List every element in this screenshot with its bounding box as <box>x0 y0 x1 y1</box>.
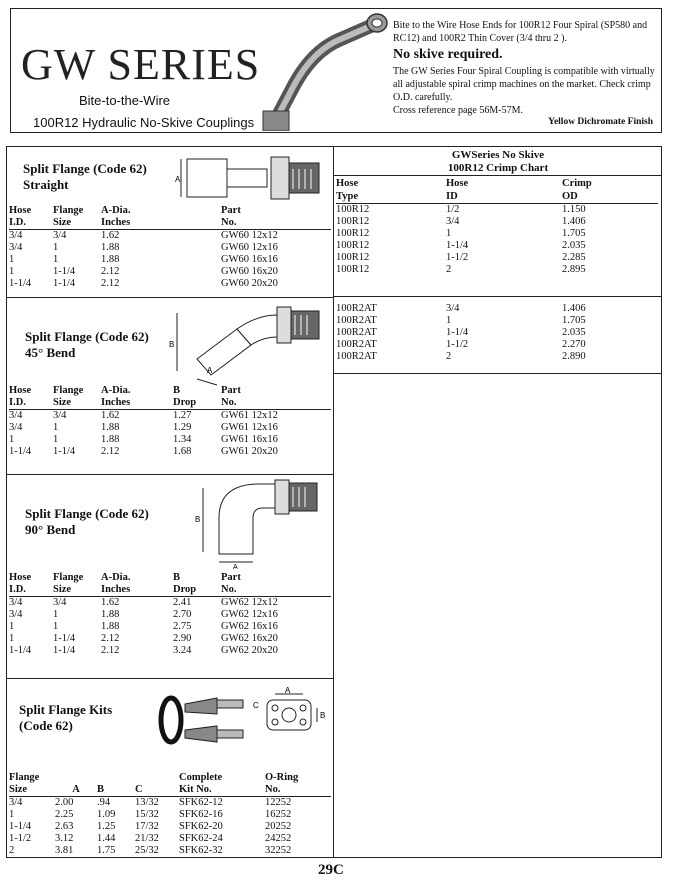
table-cell: 1.27 <box>173 410 192 421</box>
bend45-table <box>9 385 331 458</box>
table-row <box>336 339 658 351</box>
column-header: Part No. <box>221 385 331 410</box>
desc-cross-reference: Cross reference page 56M-57M. <box>393 105 523 116</box>
table-cell: 1 <box>53 609 59 620</box>
table-cell: 1-1/4 <box>53 446 76 457</box>
section-90-bend <box>7 476 333 676</box>
kits-table <box>9 772 331 857</box>
table-cell: 1 <box>446 315 452 326</box>
table-cell: 1 <box>9 633 15 644</box>
table-cell: 13/32 <box>135 797 159 808</box>
table-cell: 2.12 <box>101 645 120 656</box>
column-header: A-Dia. Inches <box>101 572 173 597</box>
table-cell: 3/4 <box>9 242 23 253</box>
table-cell: 2.63 <box>55 821 74 832</box>
svg-text:B: B <box>195 515 201 524</box>
table-row <box>336 264 658 276</box>
table-cell: 15/32 <box>135 809 159 820</box>
column-header: Part No. <box>221 572 331 597</box>
crimp-chart-heading <box>334 149 662 175</box>
svg-text:A: A <box>233 564 238 570</box>
table-cell: 2.70 <box>173 609 192 620</box>
table-cell: 1-1/2 <box>9 833 32 844</box>
column-header: Flange Size <box>9 772 55 797</box>
finish-label: Yellow Dichromate Finish <box>548 117 653 127</box>
column-header: Hose ID <box>446 178 469 202</box>
table-cell: 1 <box>53 621 59 632</box>
crimp-chart-column <box>334 146 662 858</box>
table-cell: 100R2AT <box>336 315 377 326</box>
table-cell: 17/32 <box>135 821 159 832</box>
table-cell: 1.68 <box>173 446 192 457</box>
table-cell: 3/4 <box>53 597 67 608</box>
table-cell: 1.88 <box>101 254 120 265</box>
table-cell: 2.12 <box>101 633 120 644</box>
table-cell: SFK62-12 <box>179 797 223 808</box>
hose-illustration <box>261 11 391 131</box>
table-cell: 16252 <box>265 809 292 820</box>
bend90-title: Split Flange (Code 62) <box>25 506 149 521</box>
table-cell: 32252 <box>265 845 292 856</box>
column-header: O-Ring No. <box>265 772 331 797</box>
table-cell: 1.150 <box>562 204 586 215</box>
table-cell: 1 <box>9 434 15 445</box>
desc-compatibility: The GW Series Four Spiral Coupling is compatible with virtually all adjustable spiral crimp machines on the market. Check crimp O.D. carefully. <box>393 66 655 103</box>
table-row <box>336 216 658 228</box>
kits-subtitle: (Code 62) <box>19 718 73 733</box>
column-header: Flange Size <box>53 205 101 230</box>
table-row <box>9 597 331 610</box>
table-cell: 1 <box>53 434 59 445</box>
crimp-chart-subtitle: 100R12 Crimp Chart <box>447 162 549 174</box>
table-cell: 1 <box>53 242 59 253</box>
column-header: B Drop <box>173 572 221 597</box>
table-row <box>9 254 331 266</box>
table-row <box>9 446 331 458</box>
series-title: GW SERIES <box>21 40 261 89</box>
table-cell: GW60 16x20 <box>221 266 278 277</box>
table-cell: 2.895 <box>562 264 586 275</box>
table-cell: GW60 20x20 <box>221 278 278 289</box>
table-cell: 2 <box>9 845 15 856</box>
table-cell: 1 <box>9 266 15 277</box>
table-cell: 3.24 <box>173 645 192 656</box>
table-cell: 1.34 <box>173 434 192 445</box>
table-cell: 1.88 <box>101 621 120 632</box>
table-row <box>9 833 331 845</box>
table-cell: GW61 20x20 <box>221 446 278 457</box>
table-cell: 1 <box>9 254 15 265</box>
table-cell: 1.705 <box>562 228 586 239</box>
table-cell: 2.12 <box>101 266 120 277</box>
column-header: A-Dia. Inches <box>101 205 221 230</box>
table-cell: 1-1/4 <box>53 278 76 289</box>
svg-text:A: A <box>207 366 213 375</box>
kits-title: Split Flange Kits <box>19 702 113 717</box>
bend90-subtitle: 90° Bend <box>25 522 76 537</box>
page-number: 29C <box>318 862 344 878</box>
table-cell: 2.270 <box>562 339 586 350</box>
table-cell: 1-1/4 <box>53 633 76 644</box>
table-cell: 1-1/4 <box>53 266 76 277</box>
straight-fitting-diagram <box>173 151 333 203</box>
table-cell: 2.12 <box>101 278 120 289</box>
table-row <box>9 422 331 434</box>
table-cell: GW62 12x12 <box>221 597 278 608</box>
table-row <box>336 240 658 252</box>
catalog-header <box>10 8 662 133</box>
desc-hose-ends: Bite to the Wire Hose Ends for 100R12 Four Spiral (SP580 and RC12) and 100R2 Thin Cover (3/4 thru 2 ). <box>393 20 648 44</box>
table-row <box>336 303 658 315</box>
table-cell: 20252 <box>265 821 292 832</box>
section-divider <box>7 297 333 298</box>
table-cell: 1/2 <box>446 204 460 215</box>
table-cell: 1.406 <box>562 303 586 314</box>
bend90-fitting-diagram <box>193 478 329 570</box>
table-row <box>9 230 331 243</box>
section-divider <box>7 474 333 475</box>
header-description <box>393 19 657 117</box>
table-cell: GW62 16x16 <box>221 621 278 632</box>
table-cell: 1 <box>9 809 15 820</box>
table-cell: GW62 20x20 <box>221 645 278 656</box>
column-header: Hose I.D. <box>9 572 53 597</box>
table-row <box>336 252 658 264</box>
no-skive-label: No skive required. <box>393 47 503 62</box>
table-cell: GW61 16x16 <box>221 434 278 445</box>
table-cell: 3/4 <box>53 410 67 421</box>
column-header: Flange Size <box>53 572 101 597</box>
table-cell: 2.90 <box>173 633 192 644</box>
column-header: B Drop <box>173 385 221 410</box>
subtitle-couplings: 100R12 Hydraulic No-Skive Couplings <box>33 115 255 130</box>
table-cell: 100R12 <box>336 252 370 263</box>
table-cell: 3/4 <box>9 230 23 241</box>
table-row <box>9 645 331 657</box>
section-divider <box>7 678 333 679</box>
column-header: Crimp OD <box>562 178 592 202</box>
table-cell: 100R2AT <box>336 339 377 350</box>
table-row <box>9 278 331 290</box>
section-straight <box>7 147 333 297</box>
table-cell: 100R12 <box>336 204 370 215</box>
table-cell: 100R2AT <box>336 351 377 362</box>
table-cell: 1.29 <box>173 422 192 433</box>
table-cell: GW61 12x16 <box>221 422 278 433</box>
table-cell: 2.285 <box>562 252 586 263</box>
table-cell: 1.75 <box>97 845 116 856</box>
table-cell: 100R2AT <box>336 303 377 314</box>
column-header: B <box>97 772 135 797</box>
table-cell: 1-1/4 <box>446 240 469 251</box>
subtitle-bite-to-wire: Bite-to-the-Wire <box>79 93 171 108</box>
table-cell: 1.705 <box>562 315 586 326</box>
table-row <box>336 327 658 339</box>
table-cell: 2.00 <box>55 797 74 808</box>
table-cell: 2 <box>446 264 452 275</box>
table-cell: 1-1/4 <box>9 821 32 832</box>
table-row <box>336 351 658 363</box>
table-cell: 1 <box>53 422 59 433</box>
table-cell: 25/32 <box>135 845 159 856</box>
table-row <box>9 633 331 645</box>
table-cell: 12252 <box>265 797 292 808</box>
table-cell: 100R12 <box>336 216 370 227</box>
column-header: Hose I.D. <box>9 205 53 230</box>
table-cell: SFK62-24 <box>179 833 223 844</box>
table-cell: 3/4 <box>9 597 23 608</box>
table-cell: GW62 16x20 <box>221 633 278 644</box>
straight-table <box>9 205 331 290</box>
table-cell: 100R2AT <box>336 327 377 338</box>
table-cell: 100R12 <box>336 264 370 275</box>
table-cell: 3.12 <box>55 833 74 844</box>
table-cell: 1.09 <box>97 809 116 820</box>
table-cell: 1.88 <box>101 242 120 253</box>
table-cell: 1.88 <box>101 434 120 445</box>
table-cell: 1.62 <box>101 597 120 608</box>
table-cell: 1.88 <box>101 422 120 433</box>
table-cell: 1 <box>53 254 59 265</box>
table-row <box>9 821 331 833</box>
bend90-table <box>9 572 331 657</box>
table-cell: 1-1/2 <box>446 339 469 350</box>
table-cell: GW60 12x12 <box>221 230 278 241</box>
column-header: Flange Size <box>53 385 101 410</box>
column-header: A-Dia. Inches <box>101 385 173 410</box>
table-cell: 3/4 <box>53 230 67 241</box>
column-header: Hose I.D. <box>9 385 53 410</box>
bend45-subtitle: 45° Bend <box>25 345 76 360</box>
crimp-chart-title: GWSeries No Skive <box>451 149 545 161</box>
table-cell: 2.035 <box>562 327 586 338</box>
table-cell: GW60 16x16 <box>221 254 278 265</box>
table-cell: .94 <box>97 797 111 808</box>
table-row <box>9 609 331 621</box>
flange-kit-diagram <box>157 686 331 754</box>
table-cell: 3/4 <box>9 797 23 808</box>
table-row <box>9 845 331 857</box>
table-cell: 1.25 <box>97 821 116 832</box>
svg-text:B: B <box>169 340 175 349</box>
table-row <box>9 434 331 446</box>
table-cell: SFK62-20 <box>179 821 223 832</box>
table-row <box>336 204 658 217</box>
table-cell: 1.44 <box>97 833 116 844</box>
table-cell: 1.62 <box>101 410 120 421</box>
table-cell: 2.035 <box>562 240 586 251</box>
table-cell: GW62 12x16 <box>221 609 278 620</box>
table-cell: 21/32 <box>135 833 159 844</box>
table-cell: GW60 12x16 <box>221 242 278 253</box>
table-cell: 1-1/4 <box>9 645 32 656</box>
bend45-fitting-diagram <box>167 301 329 387</box>
column-header: C <box>135 772 179 797</box>
column-header: Hose Type <box>336 178 359 202</box>
table-cell: 100R12 <box>336 240 370 251</box>
column-header: A <box>55 772 97 797</box>
svg-text:C: C <box>253 701 259 710</box>
table-cell: GW61 12x12 <box>221 410 278 421</box>
table-row <box>9 410 331 423</box>
fittings-column <box>6 146 334 858</box>
column-header: Complete Kit No. <box>179 772 265 797</box>
section-45-bend <box>7 299 333 474</box>
table-cell: 1.62 <box>101 230 120 241</box>
table-cell: 2.25 <box>55 809 74 820</box>
table-cell: 3/4 <box>446 303 460 314</box>
table-cell: 2.12 <box>101 446 120 457</box>
table-cell: 1.406 <box>562 216 586 227</box>
table-row <box>9 242 331 254</box>
straight-title: Split Flange (Code 62) <box>23 161 147 176</box>
table-cell: 1 <box>9 621 15 632</box>
bend45-title: Split Flange (Code 62) <box>25 329 149 344</box>
svg-text:A: A <box>175 175 181 184</box>
table-cell: SFK62-32 <box>179 845 223 856</box>
table-cell: 2 <box>446 351 452 362</box>
table-cell: 2.41 <box>173 597 192 608</box>
section-flange-kits <box>7 680 333 858</box>
table-cell: 1-1/2 <box>446 252 469 263</box>
table-cell: 3/4 <box>446 216 460 227</box>
table-cell: 1.88 <box>101 609 120 620</box>
table-row <box>9 621 331 633</box>
table-cell: 1 <box>446 228 452 239</box>
svg-text:B: B <box>320 711 326 720</box>
table-cell: 1-1/4 <box>9 446 32 457</box>
table-row <box>9 266 331 278</box>
table-row <box>336 315 658 327</box>
table-cell: 3.81 <box>55 845 74 856</box>
table-cell: 24252 <box>265 833 292 844</box>
table-cell: 2.75 <box>173 621 192 632</box>
table-cell: 3/4 <box>9 410 23 421</box>
table-row <box>9 809 331 821</box>
table-cell: 1-1/4 <box>446 327 469 338</box>
column-header: Part No. <box>221 205 331 230</box>
table-cell: 1-1/4 <box>53 645 76 656</box>
svg-text:A: A <box>285 686 291 695</box>
table-cell: 3/4 <box>9 422 23 433</box>
straight-subtitle: Straight <box>23 177 69 192</box>
table-cell: 3/4 <box>9 609 23 620</box>
table-cell: SFK62-16 <box>179 809 223 820</box>
table-row <box>9 797 331 810</box>
table-cell: 100R12 <box>336 228 370 239</box>
crimp-chart-table <box>336 177 658 276</box>
table-cell: 1-1/4 <box>9 278 32 289</box>
crimp-chart-table-r2at <box>336 303 658 363</box>
table-cell: 2.890 <box>562 351 586 362</box>
table-row <box>336 228 658 240</box>
